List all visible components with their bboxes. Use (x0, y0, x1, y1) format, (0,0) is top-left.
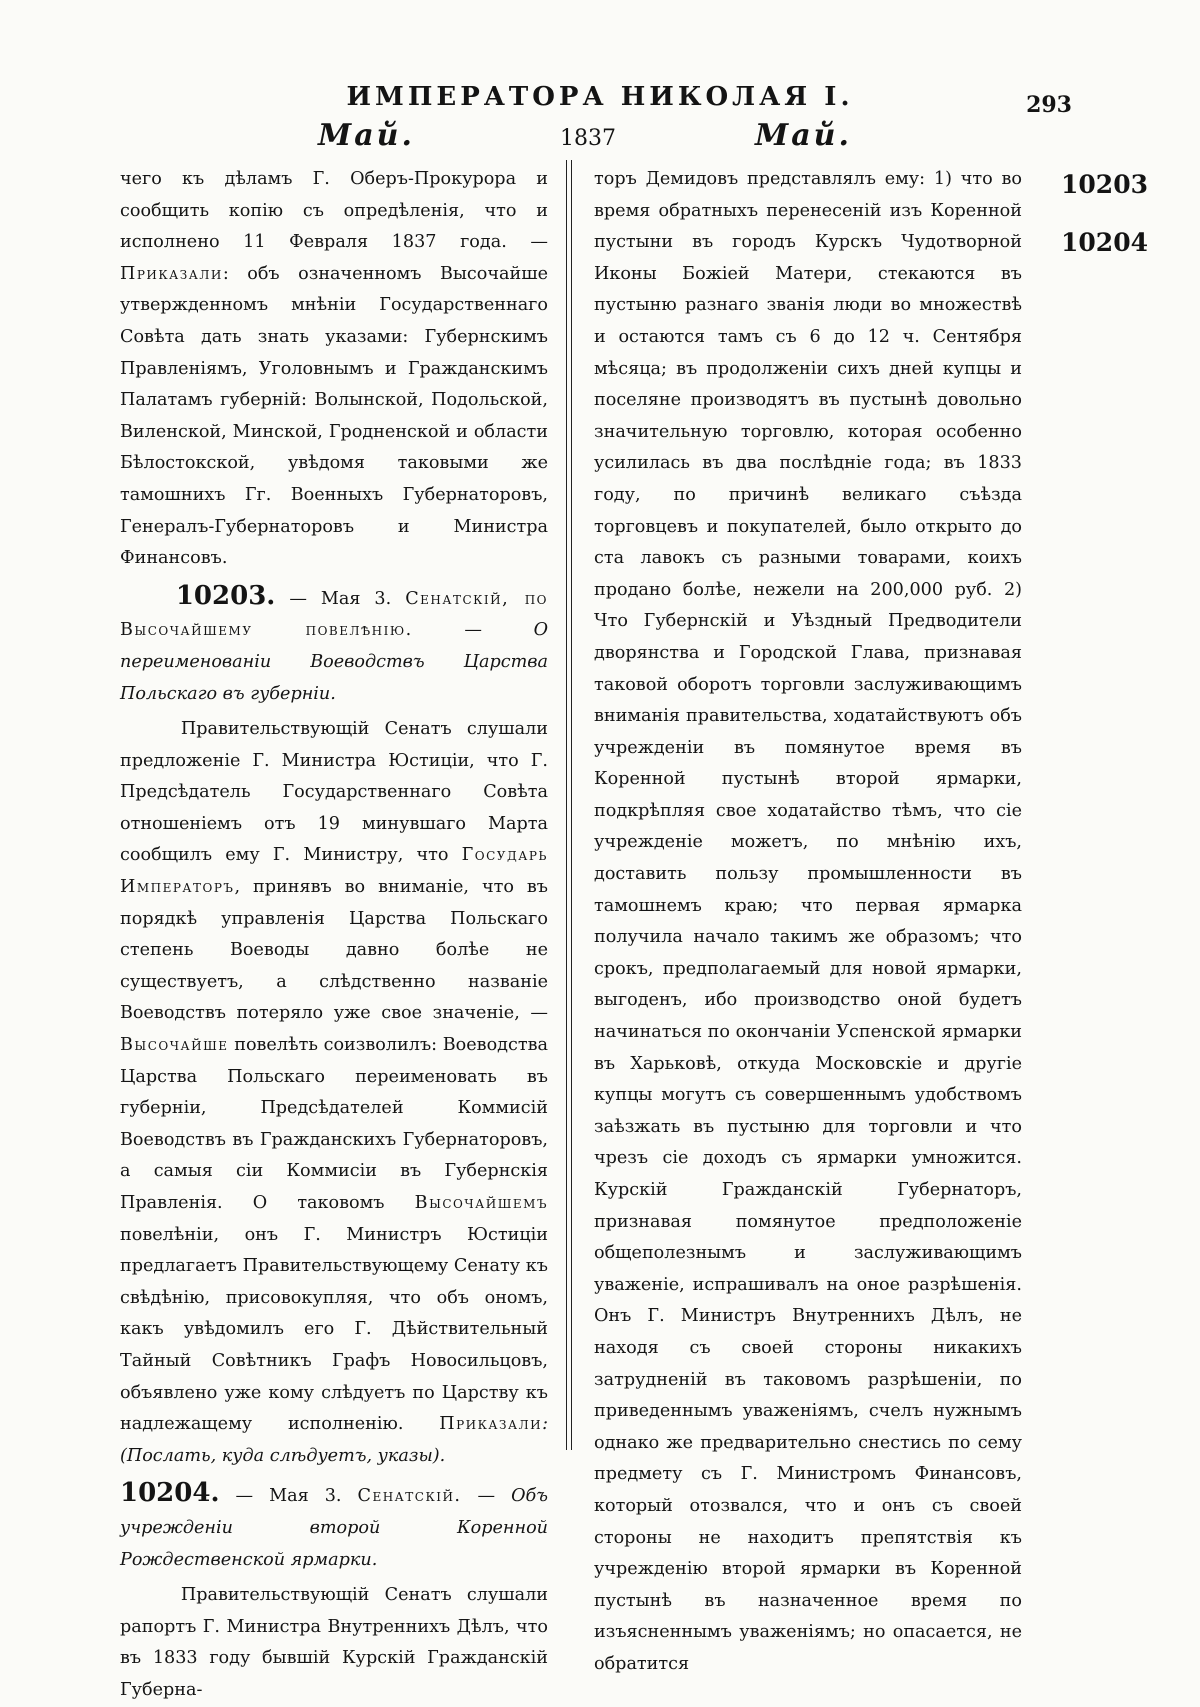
law-10203-text: Правительствующій Сенатъ слушали предложеніе Г. Министра Юстиціи, что Г. Предсѣдатель Государственнаго Совѣта отношеніемъ отъ 19 минувшаго Марта сообщилъ ему Г. Министру, что Государь Императоръ, принявъ во вниманіе, что въ порядкѣ управленія Царства Польскаго степень Воеводы давно болѣе не существуетъ, а слѣдственно названіе Воеводствъ потеряло уже свое значеніе, — Высочайше повелѣть соизволилъ: Воеводства Царства Польскаго переименовать въ губерніи, Предсѣдателей Коммисій Воеводствъ въ Гражданскихъ Губернаторовъ, а самыя сіи Коммисіи въ Губернскія Правленія. О таковомъ Высочайшемъ повелѣніи, онъ Г. Министръ Юстиціи предлагаетъ Правительствующему Сенату къ свѣдѣнію, присовокупляя, что объ ономъ, какъ увѣдомилъ его Г. Дѣйствительный Тайный Совѣтникъ Графъ Новосильцовъ, объявлено уже кому слѣдуетъ по Царству къ надлежащему исполненію. Приказали: (Послать, куда слѣдуетъ, указы). (120, 719, 548, 1466)
law-title: Объ учрежденіи второй Коренной Рождественской ярмарки. (120, 1486, 549, 1570)
right-column (594, 164, 1022, 1681)
law-10203-heading: 10203. — Мая 3. Сенатскій, по Высочайшему повелѣнію. — О переименованіи Воеводствъ Царства Польскаго въ губерніи. (120, 580, 549, 704)
law-10204-text: Правительствующій Сенатъ слушали рапортъ Г. Министра Внутреннихъ Дѣлъ, что въ 1833 году бывшій Курскій Гражданскій Губерна- (120, 1585, 548, 1700)
margin-law-number: 10204 (1061, 228, 1148, 257)
law-number: 10204. (120, 1478, 220, 1509)
column-divider (566, 160, 567, 1450)
intro-paragraph: чего къ дѣламъ Г. Оберъ-Прокурора и сообщить копію съ опредѣленія, что и исполнено 11 Февраля 1837 года. — Приказали: объ означенномъ Высочайше утвержденномъ мнѣніи Государственнаго Совѣта дать знать указами: Губернскимъ Правленіямъ, Уголовнымъ и Гражданскимъ Палатамъ губерній: Волынской, Подольской, Виленской, Минской, Гродненской и области Бѣлостокской, увѣдомя таковыми же тамошнихъ Гг. Военныхъ Губернаторовъ, Генералъ-Губернаторовъ и Министра Финансовъ. (120, 169, 548, 569)
month-right: Май. (755, 118, 852, 153)
law-number: 10203. (175, 580, 276, 611)
page-number: 293 (1026, 92, 1072, 118)
running-title: ИМПЕРАТОРА НИКОЛАЯ I. (346, 82, 854, 112)
left-column (120, 164, 548, 1707)
month-left: Май. (318, 118, 415, 153)
law-10204-continuation: торъ Демидовъ представлялъ ему: 1) что во время обратныхъ перенесеній изъ Коренной пустыни въ городъ Курскъ Чудотворной Иконы Божіей Матери, стекаются въ пустыню разнаго званія люди во множествѣ и остаются тамъ съ 6 до 12 ч. Сентября мѣсяца; въ продолженіи сихъ дней купцы и поселяне производятъ въ пустынѣ довольно значительную торговлю, которая особенно усилилась въ два послѣдніе года; въ 1833 году, по причинѣ великаго съѣзда торговцевъ и покупателей, было открыто до ста лавокъ съ разными товарами, коихъ продано болѣе, нежели на 200,000 руб. 2) Что Губернскій и Уѣздный Предводители дворянства и Городской Глава, признавая таковой оборотъ торговли заслуживающимъ вниманія правительства, ходатайствуютъ объ учрежденіи въ помянутое время въ Коренной пустынѣ второй ярмарки, подкрѣпляя свое ходатайство тѣмъ, что сіе учрежденіе можетъ, по мнѣнію ихъ, доставить пользу промышленности въ тамошнемъ краю; что первая ярмарка получила начало такимъ же образомъ; что срокъ, предполагаемый для новой ярмарки, выгоденъ, ибо производство оной будетъ начинаться по окончаніи Успенской ярмарки въ Харьковѣ, откуда Московскіе и другіе купцы могутъ съ совершеннымъ удобствомъ заѣзжать въ пустыню для торговли и что чрезъ сіе доходъ съ ярмарки умножится. Курскій Гражданскій Губернаторъ, признавая помянутое предположеніе общеполезнымъ и заслуживающимъ уваженіе, испрашивалъ на оное разрѣшенія. Онъ Г. Министръ Внутреннихъ Дѣлъ, не находя съ своей стороны никакихъ затрудненій въ таковомъ разрѣшеніи, по приведеннымъ уваженіямъ, счелъ нужнымъ однако же предварительно снестись по сему предмету съ Г. Министромъ Финансовъ, который отозвался, что и онъ съ своей стороны не находитъ препятствія къ учрежденію второй ярмарки въ Коренной пустынѣ въ назначенное время по изъясненнымъ уваженіямъ; но опасается, не обратится (594, 169, 1022, 1674)
year: 1837 (560, 126, 616, 151)
law-10204-heading: 10204. — Мая 3. Сенатскій. — Объ учрежденіи второй Коренной Рождественской ярмарки. (120, 1478, 549, 1570)
margin-law-number: 10203 (1061, 170, 1148, 199)
law-title: О переименованіи Воеводствъ Царства Польскаго въ губерніи. (120, 620, 549, 704)
column-divider (571, 160, 572, 1450)
